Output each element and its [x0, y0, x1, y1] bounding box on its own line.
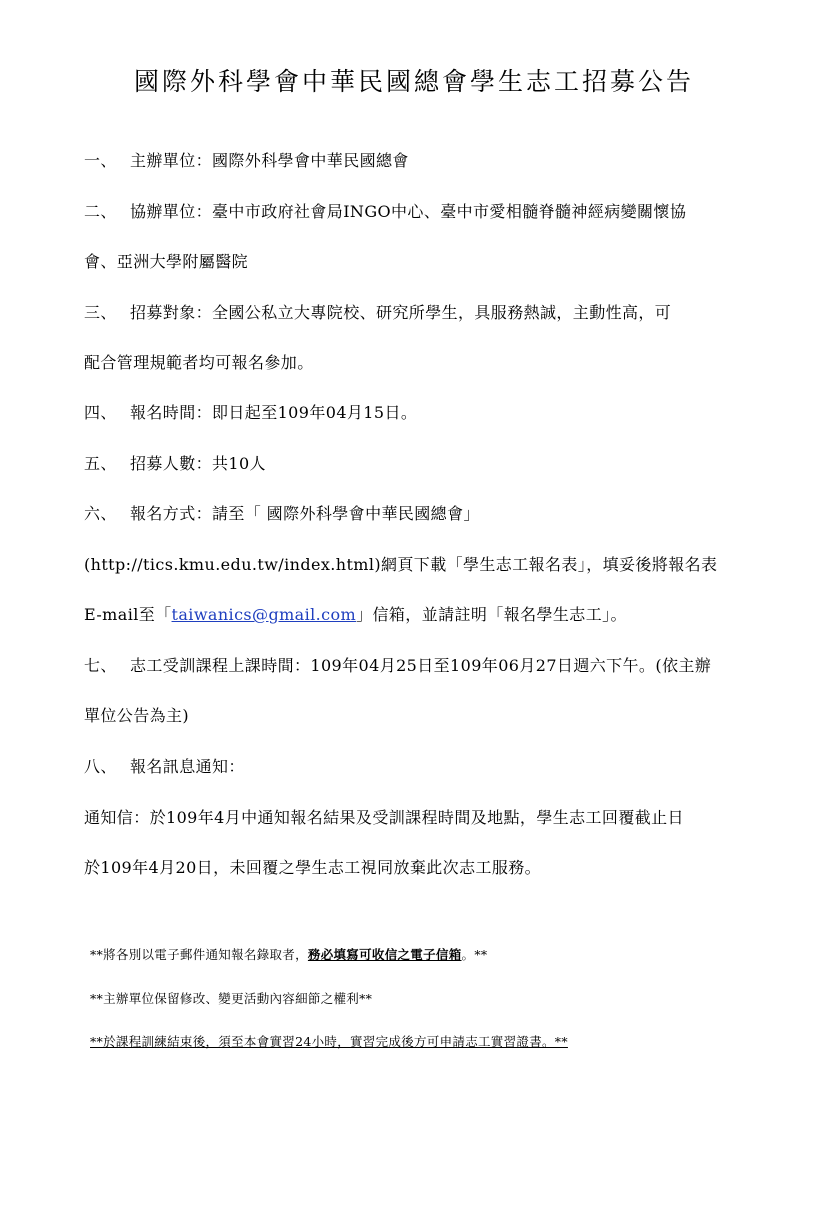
item-recruit-target — [84, 300, 671, 323]
item-text: 招募對象：全國公私立大專院校、研究所學生，具服務熱誠，主動性高，可 — [130, 303, 672, 322]
page-title: 國際外科學會中華民國總會學生志工招募公告 — [133, 67, 694, 96]
note-emphasis: 務必填寫可收信之電子信箱 — [307, 947, 462, 962]
note-rights-reserved: **主辦單位保留修改、變更活動內容細節之權利** — [90, 991, 373, 1006]
item-organizer — [84, 148, 409, 171]
item-text: 報名時間：即日起至109年04月15日。 — [130, 403, 418, 422]
item-number: 五、 — [84, 454, 117, 473]
email-suffix: 」信箱，並請註明「報名學生志工」。 — [356, 605, 627, 624]
email-prefix: E-mail至「 — [84, 605, 172, 624]
item-training-time — [84, 653, 711, 676]
item-training-time-continued: 單位公告為主) — [84, 706, 190, 725]
item-registration-method-email — [84, 602, 627, 625]
note-internship: **於課程訓練結束後，須至本會實習24小時，實習完成後方可申請志工實習證書。** — [90, 1034, 568, 1049]
item-registration-method-url: (http://tics.kmu.edu.tw/index.html)網頁下載「學生志工報名表」，填妥後將報名表 — [84, 555, 718, 574]
item-text: 報名方式：請至「 國際外科學會中華民國總會」 — [130, 504, 480, 523]
item-number: 六、 — [84, 504, 117, 523]
item-number: 一、 — [84, 151, 117, 170]
item-text: 志工受訓課程上課時間：109年04月25日至109年06月27日週六下午。(依主辦 — [130, 656, 712, 675]
item-co-organizer-continued: 會、亞洲大學附屬醫院 — [84, 252, 249, 271]
item-notification — [84, 754, 245, 777]
item-text: 報名訊息通知： — [130, 757, 245, 776]
item-registration-time — [84, 400, 417, 423]
item-co-organizer — [84, 199, 686, 222]
item-recruit-count — [84, 451, 266, 474]
note-text: 。** — [461, 947, 488, 962]
item-text: 招募人數：共10人 — [130, 454, 266, 473]
item-recruit-target-continued: 配合管理規範者均可報名參加。 — [84, 353, 314, 372]
item-number: 七、 — [84, 656, 117, 675]
item-number: 四、 — [84, 403, 117, 422]
item-registration-method — [84, 501, 480, 524]
item-number: 八、 — [84, 757, 117, 776]
email-link[interactable]: taiwanics@gmail.com — [171, 605, 357, 624]
item-notification-detail-continued: 於109年4月20日，未回覆之學生志工視同放棄此次志工服務。 — [84, 858, 542, 877]
item-notification-detail: 通知信：於109年4月中通知報名結果及受訓課程時間及地點，學生志工回覆截止日 — [84, 808, 684, 827]
item-number: 三、 — [84, 303, 117, 322]
note-text: **將各別以電子郵件通知報名錄取者， — [90, 947, 308, 962]
item-text: 主辦單位：國際外科學會中華民國總會 — [130, 151, 409, 170]
note-email-notice — [90, 945, 487, 963]
item-number: 二、 — [84, 202, 117, 221]
item-text: 協辦單位：臺中市政府社會局INGO中心、臺中市愛相髓脊髓神經病變關懷協 — [130, 202, 687, 221]
